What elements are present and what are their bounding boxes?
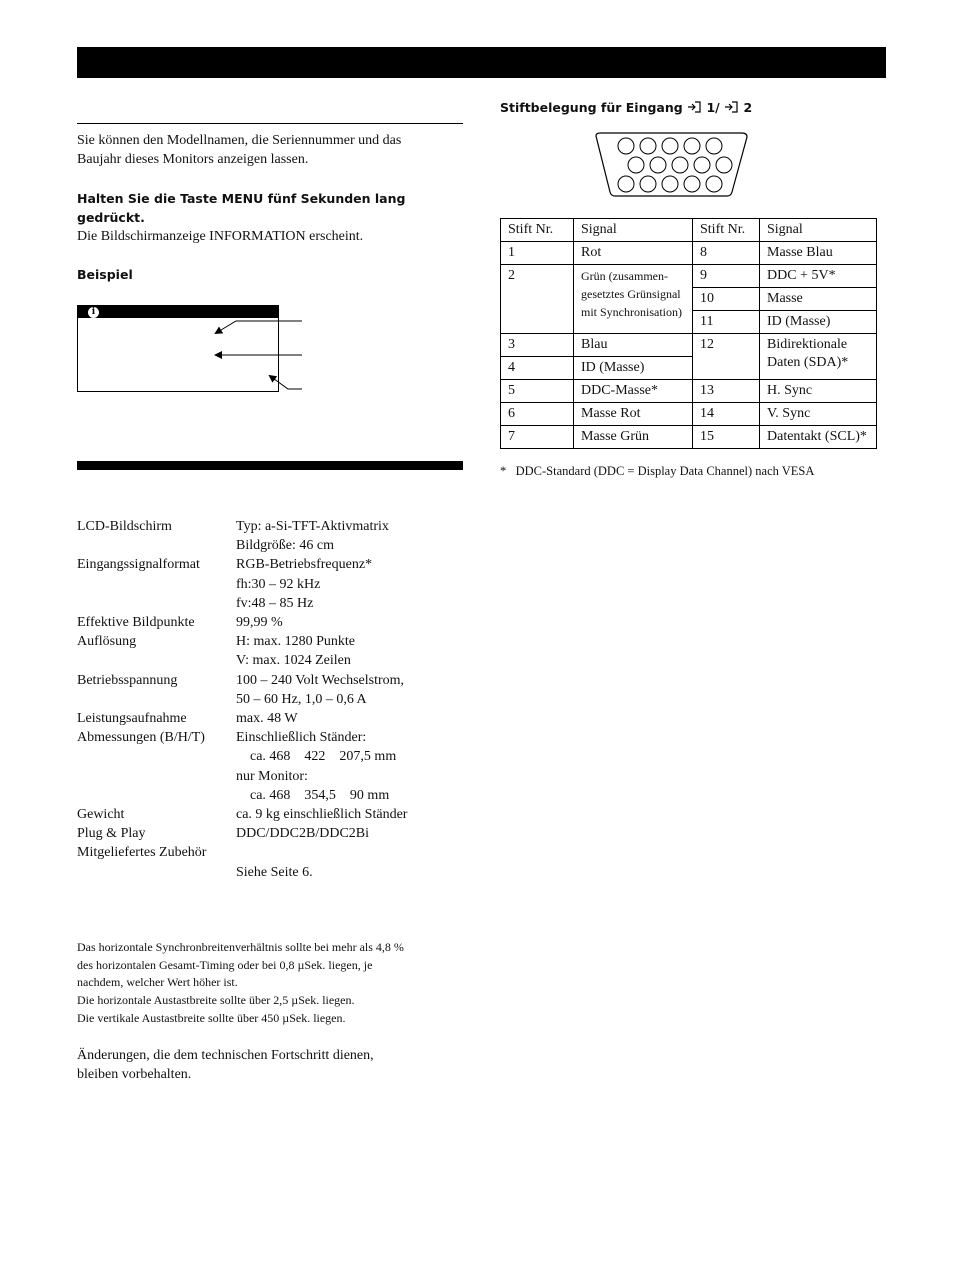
pin-number: 10 [693, 288, 760, 311]
pin-number: 1 [501, 242, 574, 265]
pin-title: Stiftbelegung für Eingang 1/ 2 [500, 100, 753, 115]
pin-signal: Masse Rot [574, 403, 693, 426]
section-rule [77, 123, 463, 124]
pin-number: 9 [693, 265, 760, 288]
pin-number: 15 [693, 426, 760, 449]
info-icon: i [88, 307, 99, 318]
connector-pin [684, 138, 700, 154]
table-header: Stift Nr. [693, 219, 760, 242]
spec-label: Leistungsaufnahme [77, 711, 187, 726]
pin-signal: Masse Grün [574, 426, 693, 449]
pin-number: 12 [693, 334, 760, 380]
pin-signal: ID (Masse) [760, 311, 877, 334]
input-icon [720, 100, 744, 115]
spec-label: Abmessungen (B/H/T) [77, 730, 205, 746]
example-label: Beispiel [77, 267, 133, 282]
connector-pin [706, 138, 722, 154]
pin-number: 8 [693, 242, 760, 265]
spec-label: Auflösung [77, 634, 137, 650]
spec-value: Einschließlich Ständer: [236, 730, 367, 746]
pin-assignment-table [500, 218, 877, 449]
header-bar [77, 47, 886, 78]
table-header: Signal [760, 219, 877, 242]
spec-value: H: max. 1280 Punkte [236, 634, 355, 650]
connector-pin [716, 157, 732, 173]
spec-value: ca. 468 422 207,5 mm [236, 749, 397, 765]
spec-label: LCD-Bildschirm [77, 519, 172, 534]
pin-number: 7 [501, 426, 574, 449]
table-row [501, 380, 877, 403]
spec-value: nur Monitor: [236, 768, 308, 784]
spec-value: Typ: a-Si-TFT-Aktivmatrix [236, 519, 389, 534]
pin-number: 13 [693, 380, 760, 403]
table-header: Stift Nr. [501, 219, 574, 242]
spec-value: Bildgröße: 46 cm [236, 538, 334, 554]
pin-signal: Masse Blau [760, 242, 877, 265]
spec-value: ca. 468 354,5 90 mm [236, 787, 390, 803]
connector-pin [628, 157, 644, 173]
table-footnote: * DDC-Standard (DDC = Display Data Channel) nach VESA [500, 464, 815, 478]
pin-signal: Rot [574, 242, 693, 265]
spec-label: Mitgeliefertes Zubehör [77, 845, 207, 861]
connector-pin [684, 176, 700, 192]
spec-value: Siehe Seite 6. [236, 864, 313, 880]
pin-number: 14 [693, 403, 760, 426]
table-row [501, 403, 877, 426]
table-row [501, 426, 877, 449]
pin-signal: H. Sync [760, 380, 877, 403]
pin-signal: DDC + 5V* [760, 265, 877, 288]
spec-notes: Das horizontale Synchronbreitenverhältnis sollte bei mehr als 4,8 % des horizontalen Gesamt-Timing oder bei 0,8 µSek. liegen, je nachdem, welcher Wert höher ist. Die horizontale Austastbreite sollte über 2,5 µSek. liegen. Die vertikale Austastbreite sollte über 450 µSek. liegen. [77, 940, 404, 1025]
spec-label: Plug & Play [77, 826, 146, 842]
spec-value: fv:48 – 85 Hz [236, 595, 314, 611]
pin-signal: V. Sync [760, 403, 877, 426]
instruction-bold: Halten Sie die Taste MENU fünf Sekunden lang gedrückt. [77, 191, 406, 225]
connector-pin [662, 138, 678, 154]
pin-signal: Masse [760, 288, 877, 311]
spec-value: 100 – 240 Volt Wechselstrom, [236, 672, 405, 688]
spec-value: 99,99 % [236, 615, 283, 630]
connector-pin [618, 176, 634, 192]
connector-pin [650, 157, 666, 173]
table-header: Signal [574, 219, 693, 242]
spec-value: 50 – 60 Hz, 1,0 – 0,6 A [236, 691, 367, 707]
intro-text: Sie können den Modellnamen, die Seriennummer und das Baujahr dieses Monitors anzeigen lassen. [77, 133, 402, 167]
spec-value: V: max. 1024 Zeilen [236, 653, 351, 669]
connector-pin [694, 157, 710, 173]
spec-value: ca. 9 kg einschließlich Ständer [236, 807, 408, 822]
spec-value: max. 48 W [236, 711, 298, 726]
disclaimer: Änderungen, die dem technischen Fortschritt dienen, bleiben vorbehalten. [77, 1048, 374, 1082]
table-header-row [501, 219, 877, 242]
spec-label: Effektive Bildpunkte [77, 615, 195, 630]
spec-label: Betriebsspannung [77, 672, 178, 688]
input-icon [687, 100, 706, 115]
connector-pin [640, 176, 656, 192]
callout-arrows [200, 310, 310, 395]
connector-pin [672, 157, 688, 173]
pin-number: 3 [501, 334, 574, 357]
connector-pin [618, 138, 634, 154]
table-row [501, 242, 877, 265]
pin-number: 2 [501, 265, 574, 334]
pin-signal: DDC-Masse* [574, 380, 693, 403]
pin-number: 4 [501, 357, 574, 380]
spec-value: DDC/DDC2B/DDC2Bi [236, 826, 370, 842]
connector-pin [662, 176, 678, 192]
spec-label: Gewicht [77, 807, 125, 822]
pin-number: 6 [501, 403, 574, 426]
pin-signal: Blau [574, 334, 693, 357]
pin-signal: Bidirektionale Daten (SDA)* [760, 334, 877, 380]
instruction-result: Die Bildschirmanzeige INFORMATION erscheint. [77, 229, 364, 244]
vga-15pin-connector-icon [592, 130, 752, 200]
pin-signal: Grün (zusammen- gesetztes Grünsignal mit Synchronisation) [574, 265, 693, 334]
spec-value: RGB-Betriebsfrequenz* [236, 557, 373, 573]
pin-signal: Datentakt (SCL)* [760, 426, 877, 449]
table-row [501, 334, 877, 357]
pin-number: 11 [693, 311, 760, 334]
connector-pin [640, 138, 656, 154]
spec-value: fh:30 – 92 kHz [236, 576, 321, 592]
pin-signal: ID (Masse) [574, 357, 693, 380]
spec-label: Eingangssignalformat [77, 557, 200, 573]
pin-number: 5 [501, 380, 574, 403]
connector-pin [706, 176, 722, 192]
table-row [501, 265, 877, 288]
section-bar [77, 461, 463, 470]
